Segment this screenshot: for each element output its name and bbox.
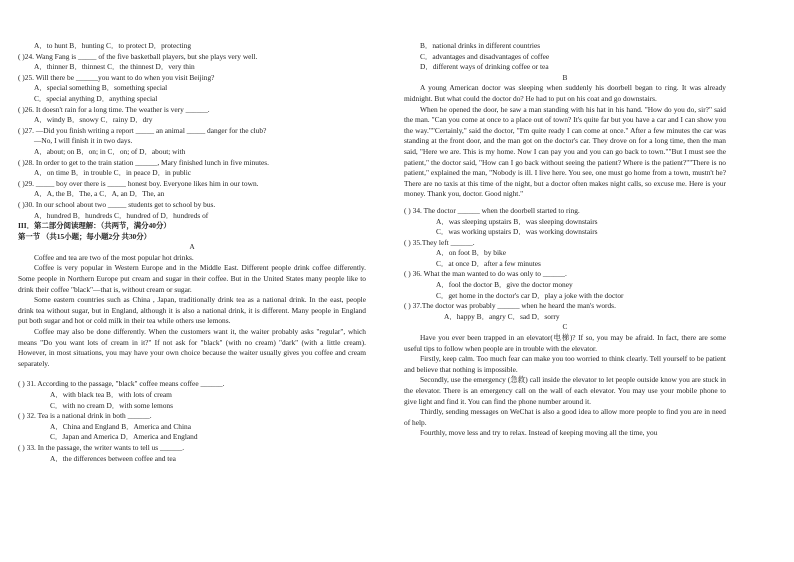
option-line: A．special something B．something special <box>34 83 168 93</box>
option-line: C．get home in the doctor's car D．play a joke with the doctor <box>436 290 624 300</box>
option-line: A．thinner B．thinnest C．the thinnest D．very thin <box>34 62 195 72</box>
passage-letter-c: C <box>562 322 568 332</box>
passage-paragraph: Coffee is very popular in Western Europe and in the Middle East. Different people drink coffee differently. Some people in Northern Europe put cream and sugar in their coffee. But in the United States many people like to drink their coffee "black"—that is, without cream or sugar. <box>18 263 366 294</box>
passage-letter-a: A <box>189 242 195 252</box>
option-line: A．China and England B．America and China <box>50 421 192 431</box>
option-line: A．to hunt B．hunting C．to protect D．protecting <box>34 41 192 50</box>
passage-paragraph: When he opened the door, he saw a man standing with his hat in his hand. "How do you do, sir?" said the man. "Can you come at once to a place out of town? It's quite far but you have a car and I can show you the way.""Certainly," said the doctor, "I'm quite ready I can come at once." After a few minutes the car was standing at the front door, and the man got on the doctor's car. They drove on for a long time, then the man said, "Here we are. This is my home. Now I can pay you and you can go back to town.""But I must see the patient," the doctor said, "How can I go back without seeing the patient? Where is the patient?""There is no patient," explained the man, "Nobody is ill. I live here. You see, one must go home from a town, mustn't he? There are no taxis at this time of the night, but a doctor often makes night calls, so excuse me. Here is your money. Thank you, doctor. Good night." <box>404 104 726 199</box>
options-33-continued <box>404 41 726 83</box>
passage-paragraph: Fourthly, move less and try to relax. Instead of keeping moving all the time, you <box>420 428 658 438</box>
question-31: ( ) 31. According to the passage, "black" coffee means coffee ______. <box>18 379 225 389</box>
option-line: A．windy B．snowy C．rainy D．dry <box>34 115 153 125</box>
passage-paragraph: Thirdly, sending messages on WeChat is also a good idea to allow more people to find you are in need of help. <box>404 407 726 427</box>
question-30: ( )30. In our school about two _____ students get to school by bus. <box>18 199 216 209</box>
right-column <box>404 41 726 439</box>
option-line: A．happy B．angry C．sad D．sorry <box>444 311 560 321</box>
left-column <box>18 41 366 464</box>
question-25: ( )25. Will there be ______you want to do when you visit Beijing? <box>18 72 215 82</box>
option-line: A．A, the B．The, a C．A, an D．The, an <box>34 189 165 199</box>
passage-paragraph: Coffee may also be done differently. When the customers want it, the waiter probably asks "regular", which means "Do you want lots of cream in it?" If not ask for "black" (with no cream) "dark" (with a little cream). However, in most situations, you may have your own choice because the waiter usually gives you coffee and cream separately. <box>18 327 366 368</box>
option-line: B．national drinks in different countries <box>420 41 541 50</box>
option-line: C．special anything D．anything special <box>34 93 158 103</box>
option-line: C．at once D．after a few minutes <box>436 258 541 268</box>
option-line: C．was working upstairs D．was working downstairs <box>436 227 598 237</box>
passage-paragraph: Secondly, use the emergency (急救) call inside the elevator to let people outside know you are stuck in the elevator. There is an emergency call on the wall of each elevator. You may use your mobile phone to give light and find it. You can find the phone number around it. <box>404 375 726 406</box>
question-36: ( ) 36. What the man wanted to do was only to ______. <box>404 269 567 279</box>
question-35: ( ) 35.They left ______. <box>404 237 475 247</box>
passage-paragraph: Coffee and tea are two of the most popular hot drinks. <box>34 252 194 262</box>
section-heading: III．第二部分阅读理解：（共两节，满分40分） <box>18 221 171 231</box>
passage-paragraph: Some eastern countries such as China , Japan, traditionally drink tea as a national drink. In the east, people drink tea without sugar, but in England, although it is also a national drink, it is different. Many people in England put both sugar and hot or cold milk in their tea while others use lemons. <box>18 295 366 326</box>
option-line: C．Japan and America D．America and England <box>50 432 198 442</box>
option-line: A．on time B．in trouble C．in peace D．in public <box>34 168 192 178</box>
option-line: A．the differences between coffee and tea <box>50 453 176 463</box>
passage-c <box>404 333 726 439</box>
passage-letter-b: B <box>562 72 568 82</box>
question-32: ( ) 32. Tea is a national drink in both ______. <box>18 411 152 421</box>
questions-34-37 <box>404 206 726 333</box>
question-24: ( )24. Wang Fang is _____ of the five basketball players, but she plays very well. <box>18 51 258 61</box>
passage-paragraph: A young American doctor was sleeping when suddenly his doorbell began to ring. It was already midnight. But what could the doctor do? He had to put on his coat and go downstairs. <box>404 83 726 103</box>
question-27: ( )27. —Did you finish writing a report _____ an animal _____ danger for the club? <box>18 125 267 135</box>
question-37: ( ) 37.The doctor was probably ______ when he heard the man's words. <box>404 301 616 311</box>
question-34: ( ) 34. The doctor ______ when the doorbell started to ring. <box>404 205 580 215</box>
mcq-section-23-30 <box>18 41 366 253</box>
question-29: ( )29. _____ boy over there is _____ honest boy. Everyone likes him in our town. <box>18 178 259 188</box>
questions-31-33 <box>18 379 366 464</box>
question-26: ( )26. It doesn't rain for a long time. The weather is very ______. <box>18 104 210 114</box>
question-33: ( ) 33. In the passage, the writer wants to tell us ______. <box>18 442 185 452</box>
dialogue-line: —No, I will finish it in two days. <box>34 136 133 146</box>
option-line: C．advantages and disadvantages of coffee <box>420 51 550 61</box>
option-line: A．with black tea B．with lots of cream <box>50 390 172 399</box>
option-line: A．fool the doctor B．give the doctor money <box>436 280 573 290</box>
passage-a <box>18 253 366 370</box>
passage-paragraph: Have you ever been trapped in an elevator(电梯)? If so, you may be afraid. In fact, there are some useful tips to follow when people are in trouble with the elevator. <box>404 333 726 353</box>
option-line: D．different ways of drinking coffee or tea <box>420 62 549 72</box>
option-line: A．about; on B．on; in C．on; of D．about; with <box>34 146 186 156</box>
passage-b <box>404 83 726 200</box>
question-28: ( )28. In order to get to the train station ______, Mary finished lunch in five minutes. <box>18 157 270 167</box>
option-line: A．was sleeping upstairs B．was sleeping downstairs <box>436 216 598 226</box>
option-line: A．hundred B．hundreds C．hundred of D．hundreds of <box>34 210 209 220</box>
option-line: A．on foot B．by bike <box>436 248 507 258</box>
subsection-heading: 第一节 （共15小题；每小题2分 共30分） <box>18 231 152 241</box>
option-line: C．with no cream D．with some lemons <box>50 400 173 410</box>
passage-paragraph: Firstly, keep calm. Too much fear can make you too worried to think clearly. Tell yourself to be patient and believe that nothing is impossible. <box>404 354 726 374</box>
